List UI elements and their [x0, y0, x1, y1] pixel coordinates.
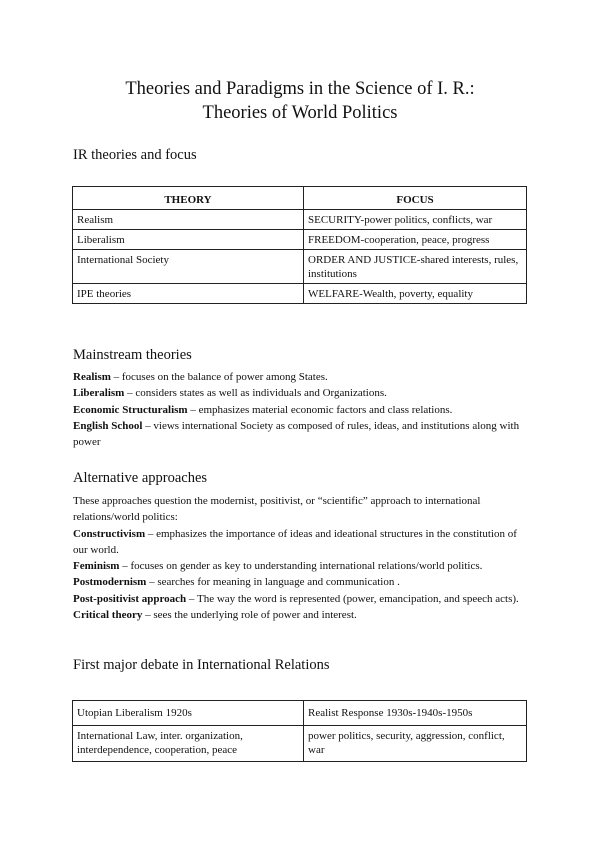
cell-focus: WELFARE-Wealth, poverty, equality	[304, 284, 527, 304]
intro-text: These approaches question the modernist, positivist, or “scientific” approach to international relations/world politics:	[73, 495, 481, 524]
term: Constructivism	[73, 527, 146, 540]
list-item: Critical theory – sees the underlying role of power and interest.	[73, 609, 357, 622]
alternative-list	[73, 493, 529, 623]
term: Economic Structuralism	[73, 403, 188, 416]
cell-utopian-text: International Law, inter. organization, interdependence, cooperation, peace	[73, 726, 304, 762]
list-item: Liberalism – considers states as well as individuals and Organizations.	[73, 387, 387, 400]
list-item: Economic Structuralism – emphasizes material economic factors and class relations.	[73, 403, 453, 416]
term: English School	[73, 419, 143, 432]
ir-theories-table	[72, 186, 527, 304]
term: Liberalism	[73, 387, 125, 400]
cell-theory: Liberalism	[73, 230, 304, 250]
table-row	[73, 284, 527, 304]
cell-realist-text: power politics, security, aggression, conflict, war	[304, 726, 527, 762]
list-item: Post-positivist approach – The way the word is represented (power, emancipation, and speech acts).	[73, 592, 519, 605]
cell-focus: SECURITY-power politics, conflicts, war	[304, 210, 527, 230]
cell-utopian-header: Utopian Liberalism 1920s	[73, 701, 304, 726]
debate-heading: First major debate in International Relations	[73, 657, 330, 673]
header-focus: FOCUS	[304, 187, 527, 210]
list-item: Feminism – focuses on gender as key to understanding international relations/world politics.	[73, 560, 483, 573]
cell-theory: Realism	[73, 210, 304, 230]
table-row	[73, 210, 527, 230]
table-row	[73, 701, 527, 726]
title-line-2: Theories of World Politics	[202, 103, 398, 123]
cell-focus: FREEDOM-cooperation, peace, progress	[304, 230, 527, 250]
debate-table	[72, 700, 527, 762]
title-line-1: Theories and Paradigms in the Science of I. R.:	[125, 79, 475, 99]
cell-focus: ORDER AND JUSTICE-shared interests, rules, institutions	[304, 250, 527, 284]
term: Feminism	[73, 560, 120, 573]
ir-theories-heading: IR theories and focus	[73, 147, 197, 163]
list-item: Constructivism – emphasizes the importance of ideas and ideational structures in the constitution of our world.	[73, 527, 517, 556]
table-row	[73, 250, 527, 284]
header-theory: THEORY	[73, 187, 304, 210]
table-header-row	[73, 187, 527, 210]
mainstream-heading: Mainstream theories	[73, 347, 192, 363]
document-title	[60, 77, 540, 125]
cell-realist-header: Realist Response 1930s-1940s-1950s	[304, 701, 527, 726]
list-item: English School – views international Society as composed of rules, ideas, and institutions along with power	[73, 419, 520, 449]
term: Critical theory	[73, 609, 143, 622]
table-row	[73, 726, 527, 762]
term: Postmodernism	[73, 576, 147, 589]
term: Realism	[73, 371, 111, 383]
cell-theory: International Society	[73, 250, 304, 284]
list-item: Realism – focuses on the balance of power among States.	[73, 371, 328, 383]
cell-theory: IPE theories	[73, 284, 304, 304]
alternative-heading: Alternative approaches	[73, 470, 208, 486]
list-item: Postmodernism – searches for meaning in language and communication .	[73, 576, 400, 589]
table-row	[73, 230, 527, 250]
mainstream-list	[73, 369, 529, 450]
term: Post-positivist approach	[73, 592, 187, 605]
